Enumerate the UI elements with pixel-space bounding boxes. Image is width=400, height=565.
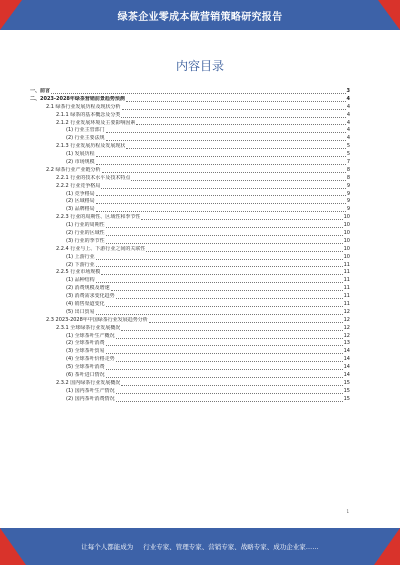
toc-entry[interactable] [30, 167, 350, 175]
toc-entry-label: (3) 行业的季节性 [66, 237, 105, 244]
page-corner-mark: 1 [346, 509, 349, 514]
toc-entry[interactable] [30, 96, 350, 104]
toc-entry[interactable] [30, 309, 350, 317]
toc-entry-page: 5 [346, 151, 350, 158]
footer-slogan-roles: 行业专家、管理专家、营销专家、战略专家、成功企业家…… [143, 543, 319, 551]
toc-entry-page: 10 [343, 237, 350, 244]
toc-entry-page: 11 [343, 285, 350, 292]
toc-entry-page: 12 [343, 316, 350, 323]
toc-entry-page: 7 [346, 159, 350, 165]
toc-entry-label: (5) 全球茶叶消费 [66, 364, 105, 371]
toc-leader-dots [116, 361, 343, 362]
toc-leader-dots [101, 188, 346, 189]
toc-entry-label: 2.3.1 全球绿茶行业发展概况 [56, 324, 121, 331]
toc-leader-dots [106, 353, 343, 354]
toc-leader-dots [51, 93, 346, 94]
toc-leader-dots [116, 338, 343, 339]
toc-leader-dots [96, 156, 346, 157]
toc-entry[interactable] [30, 269, 350, 277]
toc-entry[interactable] [30, 104, 350, 112]
toc-entry-page: 8 [346, 166, 350, 173]
toc-entry[interactable] [30, 246, 350, 254]
footer-banner [0, 528, 400, 565]
footer-slogan-lead: 让每个人都能成为 [81, 543, 134, 551]
toc-entry[interactable] [30, 262, 350, 270]
toc-entry[interactable] [30, 175, 350, 183]
toc-entry-page: 9 [346, 190, 350, 197]
toc-entry-label: (1) 国内茶叶生产情况 [66, 387, 115, 394]
toc-entry-page: 15 [343, 379, 350, 386]
toc-leader-dots [116, 298, 343, 299]
toc-entry-page: 12 [343, 332, 350, 339]
toc-entry-label: (2) 国内茶叶消费情况 [66, 395, 115, 402]
toc-entry[interactable] [30, 143, 350, 151]
toc-leader-dots [146, 251, 342, 252]
toc-entry-page: 8 [346, 174, 350, 181]
toc-entry-page: 14 [343, 364, 350, 371]
toc-entry[interactable] [30, 285, 350, 293]
toc-entry-label: (3) 品牌格局 [66, 206, 95, 213]
toc-entry[interactable] [30, 325, 350, 333]
toc-heading: 内容目录 [175, 59, 224, 73]
toc-entry-label: (2) 全球茶叶消费 [66, 340, 105, 347]
toc-entry[interactable] [30, 301, 350, 309]
toc-entry-page: 3 [346, 87, 350, 94]
toc-entry-page: 15 [343, 387, 350, 394]
toc-entry-label: (1) 行业的周期性 [66, 222, 105, 229]
toc-entry-page: 14 [343, 372, 350, 379]
toc-leader-dots [116, 401, 343, 402]
toc-entry-page: 11 [343, 301, 350, 308]
toc-entry[interactable] [30, 222, 350, 230]
toc-entry-page: 9 [346, 198, 350, 205]
toc-entry-page: 10 [343, 222, 350, 229]
toc-entry[interactable] [30, 396, 350, 404]
toc-entry-label: (4) 全球茶叶价格走势 [66, 356, 115, 363]
toc-entry-page: 9 [346, 206, 350, 213]
toc-entry[interactable] [30, 120, 350, 128]
toc-entry-label: 2.2.2 行业竞争格局 [56, 182, 101, 189]
toc-entry-label: (2) 行业主要法规 [66, 135, 105, 142]
toc-entry-page: 14 [343, 356, 350, 363]
toc-entry[interactable] [30, 356, 350, 364]
toc-entry-page: 5 [346, 143, 350, 150]
toc-entry-page: 11 [343, 277, 350, 284]
toc-leader-dots [96, 266, 343, 267]
toc-leader-dots [121, 330, 342, 331]
toc-entry[interactable] [30, 341, 350, 349]
toc-entry-label: (2) 下游行业 [66, 261, 95, 268]
toc-entry-page: 11 [343, 293, 350, 300]
toc-entry-page: 11 [343, 261, 350, 268]
toc-leader-dots [136, 124, 345, 125]
toc-entry-label: (1) 品种结构 [66, 277, 95, 284]
toc-entry-label: 2.3.2 国内绿茶行业发展概况 [56, 379, 121, 386]
toc-entry-page: 15 [343, 395, 350, 402]
toc-leader-dots [149, 322, 343, 323]
toc-leader-dots [121, 385, 342, 386]
toc-entry-page: 4 [346, 135, 350, 142]
toc-leader-dots [141, 219, 342, 220]
toc-leader-dots [106, 243, 343, 244]
toc-leader-dots [106, 132, 346, 133]
toc-entry-page: 13 [343, 340, 350, 347]
toc-entry-label: 2.2.1 行业的技术水平及技术特点 [56, 174, 131, 181]
toc-entry[interactable] [30, 380, 350, 388]
toc-leader-dots [101, 274, 342, 275]
toc-entry-label: (1) 发展历程 [66, 151, 95, 158]
toc-entry[interactable] [30, 151, 350, 159]
toc-entry[interactable] [30, 191, 350, 199]
toc-entry[interactable] [30, 214, 350, 222]
report-title: 绿茶企业零成本做营销策略研究报告 [117, 12, 283, 23]
toc-entry-label: 2.2.5 行业市场规模 [56, 269, 101, 276]
toc-entry-page: 14 [343, 348, 350, 355]
toc-entry-label: (2) 行业的区域性 [66, 230, 105, 237]
toc-entry-label: (2) 消费规模及增速 [66, 285, 110, 292]
toc-entry[interactable] [30, 159, 350, 167]
toc-entry[interactable] [30, 238, 350, 246]
toc-entry-label: 一、前言 [30, 87, 51, 94]
toc-entry[interactable] [30, 230, 350, 238]
toc-entry-label: 2.3 2023-2028年中国绿茶行业发展趋势分析 [46, 316, 148, 323]
toc-leader-dots [106, 227, 343, 228]
toc-entry-label: 2.1 绿茶行业发展历程及现状分析 [46, 103, 121, 110]
toc-entry[interactable] [30, 88, 350, 96]
toc-leader-dots [121, 117, 345, 118]
toc-leader-dots [106, 377, 343, 378]
toc-entry[interactable] [30, 183, 350, 191]
toc-entry-page: 10 [343, 253, 350, 260]
toc-leader-dots [106, 369, 343, 370]
toc-entry-label: (2) 市场规模 [66, 159, 95, 165]
toc-entry-label: (5) 出口贸易 [66, 308, 95, 315]
toc-leader-dots [106, 235, 343, 236]
toc-entry[interactable] [30, 198, 350, 206]
toc-leader-dots [96, 314, 343, 315]
toc-entry-label: 二、2023-2028年绿茶营销前景趋势预测 [30, 95, 125, 102]
toc-entry[interactable] [30, 206, 350, 214]
toc-leader-dots [96, 164, 346, 165]
toc-leader-dots [122, 109, 346, 110]
toc-entry-label: (4) 销售渠道变化 [66, 301, 105, 308]
toc-entry[interactable] [30, 364, 350, 372]
toc-entry-page: 4 [346, 103, 350, 110]
toc-entry-label: (1) 全球茶叶生产概况 [66, 332, 115, 339]
toc-leader-dots [96, 195, 346, 196]
toc-entry-label: 2.1.1 绿茶的基本概念及分类 [56, 111, 121, 118]
toc-entry-page: 4 [346, 95, 350, 102]
toc-entry[interactable] [30, 135, 350, 143]
toc-entry-page: 4 [346, 111, 350, 118]
toc-leader-dots [106, 306, 343, 307]
toc-leader-dots [106, 345, 343, 346]
toc-entry-label: 2.1.3 行业发展历程及发展现状 [56, 143, 126, 150]
toc-entry[interactable] [30, 348, 350, 356]
toc-leader-dots [131, 180, 345, 181]
toc-entry-label: 2.1.2 行业发展环境及主要影响因素 [56, 119, 136, 126]
toc-entry-page: 4 [346, 119, 350, 126]
toc-leader-dots [96, 211, 346, 212]
toc-entry-label: (6) 茶叶进口情况 [66, 372, 105, 379]
toc-entry[interactable] [30, 293, 350, 301]
toc-leader-dots [102, 172, 346, 173]
toc-leader-dots [96, 259, 343, 260]
footer-slogan [0, 542, 400, 551]
toc-entry-label: (3) 全球茶叶贸易 [66, 348, 105, 355]
toc-entry-label: 2.2.4 行业与上、下游行业之间的关联性 [56, 245, 146, 252]
toc-entry[interactable] [30, 372, 350, 380]
toc-entry-label: (1) 行业主管部门 [66, 127, 105, 134]
toc-entry-page: 10 [343, 245, 350, 252]
toc-entry-label: 2.2 绿茶行业产业链分析 [46, 166, 101, 173]
toc-leader-dots [116, 393, 343, 394]
toc-entry-page: 12 [343, 324, 350, 331]
toc-entry-page: 4 [346, 127, 350, 134]
toc-entry[interactable] [30, 317, 350, 325]
toc-entry-page: 11 [343, 269, 350, 276]
toc-entry-page: 12 [343, 308, 350, 315]
toc-entry-label: 2.2.3 行业的周期性、区域性和季节性 [56, 214, 141, 221]
toc-entry-page: 10 [343, 230, 350, 237]
toc-entry-label: (1) 上游行业 [66, 253, 95, 260]
toc-leader-dots [126, 148, 345, 149]
header-banner [0, 0, 400, 30]
toc-leader-dots [106, 140, 346, 141]
toc-entry-label: (3) 消费需求变化趋势 [66, 293, 115, 300]
toc-entry[interactable] [30, 254, 350, 262]
toc-entry-page: 10 [343, 214, 350, 221]
toc-entry[interactable] [30, 112, 350, 120]
toc-entry[interactable] [30, 127, 350, 135]
toc-leader-dots [126, 101, 346, 102]
toc-leader-dots [96, 203, 346, 204]
toc-entry[interactable] [30, 333, 350, 341]
toc-entry[interactable] [30, 277, 350, 285]
toc-leader-dots [96, 282, 343, 283]
toc-entry-label: (1) 竞争格局 [66, 190, 95, 197]
toc-entry-page: 9 [346, 182, 350, 189]
toc-entry[interactable] [30, 388, 350, 396]
toc-leader-dots [111, 290, 343, 291]
toc-entry-label: (2) 区域格局 [66, 198, 95, 205]
table-of-contents [30, 88, 350, 404]
